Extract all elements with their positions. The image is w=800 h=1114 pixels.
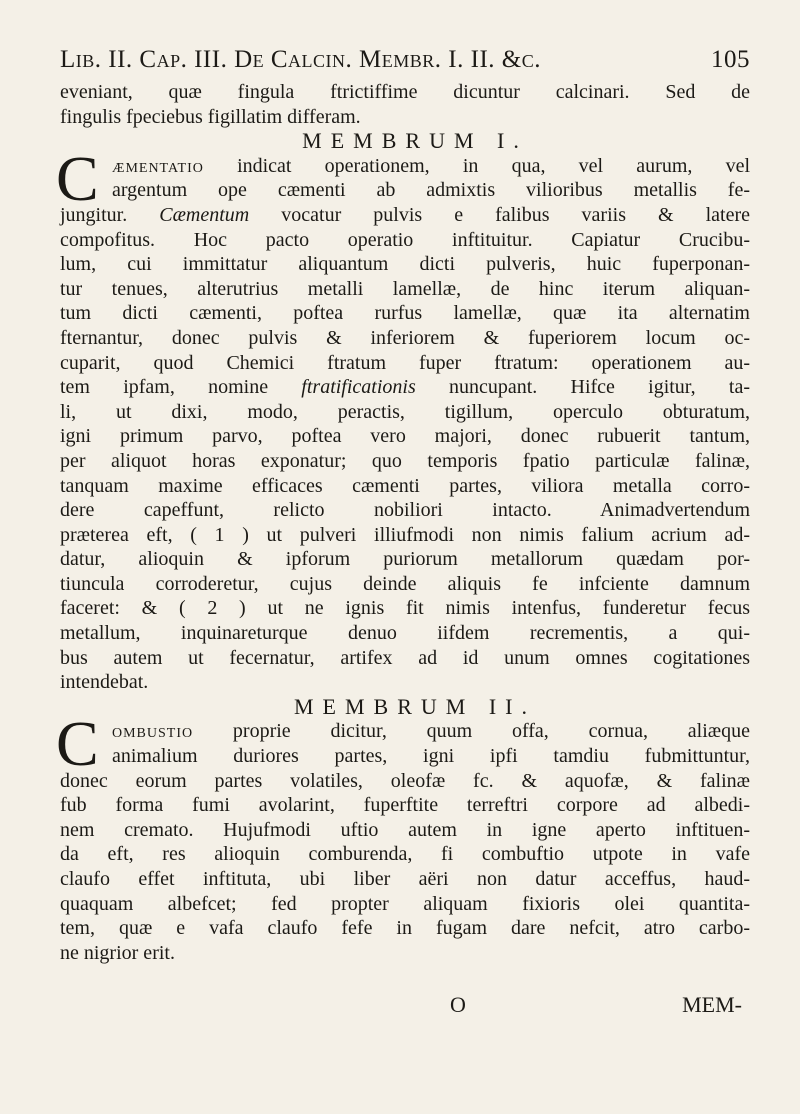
small-caps-word: æmentatio bbox=[112, 154, 204, 177]
text-line: argentum ope cæmenti ab admixtis vilioribus metallis fe- bbox=[112, 179, 750, 202]
page-number: 105 bbox=[711, 46, 750, 73]
text-line: tum dicti cæmenti, poftea rurfus lamellæ, quæ ita alternatim bbox=[60, 302, 750, 325]
text-line: dere capeffunt, relicto nobiliori intacto. Animadvertendum bbox=[60, 499, 750, 522]
text-line: datur, alioquin & ipforum puriorum metallorum quædam por- bbox=[60, 548, 750, 571]
text-line: igni primum parvo, poftea vero majori, donec rubuerit tantum, bbox=[60, 425, 750, 448]
body-text bbox=[56, 80, 750, 965]
text-line: fternantur, donec pulvis & inferiorem & fuperiorem locum oc- bbox=[60, 326, 750, 349]
text-line: lum, cui immittatur aliquantum dicti pulveris, huic fuperponan- bbox=[60, 253, 750, 276]
text-line: li, ut dixi, modo, peractis, tigillum, operculo obturatum, bbox=[60, 400, 750, 423]
text-line: fub forma fumi avolarint, fuperftite terreftri corpore ad albedi- bbox=[60, 794, 750, 817]
text-line: quaquam albefcet; fed propter aliquam fixioris olei quantita- bbox=[60, 892, 750, 915]
text-line bbox=[60, 203, 750, 228]
text-line: cuparit, quod Chemici ftratum fuper ftratum: operationem au- bbox=[60, 351, 750, 374]
text-line: tiuncula corroderetur, cujus deinde aliquis fe infciente damnum bbox=[60, 572, 750, 595]
drop-cap: C bbox=[56, 142, 99, 214]
text-line: faceret: & ( 2 ) ut ne ignis fit nimis intenfus, funderetur fecus bbox=[60, 597, 750, 620]
drop-cap: C bbox=[56, 708, 99, 780]
paragraph-membrum-2 bbox=[56, 708, 750, 965]
text-line: præterea eft, ( 1 ) ut pulveri illiufmodi non nimis falium acrium ad- bbox=[60, 523, 750, 546]
text-span: jungitur. bbox=[60, 203, 160, 226]
text-line: claufo effet inftituta, ubi liber aëri non datur acceffus, haud- bbox=[60, 868, 750, 890]
text-line: per aliquot horas exponatur; quo temporis fpatio particulæ falinæ, bbox=[60, 449, 750, 472]
text-line: metallum, inquinareturque denuo iifdem recrementis, a qui- bbox=[60, 622, 750, 645]
text-line: da eft, res alioquin comburenda, fi combuftio utpote in vafe bbox=[60, 843, 750, 866]
italic-term: Cæmentum bbox=[159, 203, 250, 226]
page-header bbox=[60, 46, 750, 82]
text-line: fingulis fpeciebus figillatim differam. bbox=[60, 105, 361, 128]
text-line: bus autem ut fecernatur, artifex ad id unum omnes cogitationes bbox=[60, 646, 750, 669]
text-line: tanquam maxime efficaces cæmenti partes, viliora metalla corro- bbox=[60, 474, 750, 497]
section-heading-membrum-1: MEMBRUM I. bbox=[302, 128, 528, 154]
section-heading-membrum-2: MEMBRUM II. bbox=[293, 693, 536, 719]
small-caps-word: ombustio bbox=[112, 720, 194, 743]
text-line: compofitus. Hoc pacto operatio inftituitur. Capiatur Crucibu- bbox=[60, 228, 750, 251]
text-line: nem cremato. Hujufmodi uftio autem in igne aperto inftituen- bbox=[60, 818, 750, 841]
text-span: indicat operationem, in qua, vel aurum, vel bbox=[203, 154, 750, 177]
text-line: tem, quæ e vafa claufo fefe in fugam dare nefcit, atro carbo- bbox=[60, 917, 750, 940]
text-line bbox=[60, 375, 750, 400]
text-line: eveniant, quæ fingula ftrictiffime dicuntur calcinari. Sed de bbox=[60, 81, 750, 103]
text-line: tur tenues, alterutrius metalli lamellæ, de hinc iterum aliquan- bbox=[60, 277, 750, 300]
page-footer bbox=[60, 992, 750, 1022]
text-span: proprie dicitur, quum offa, cornua, aliæque bbox=[193, 720, 750, 743]
text-line: animalium duriores partes, igni ipfi tamdiu fubmittuntur, bbox=[112, 745, 750, 768]
italic-term: ftratificationis bbox=[301, 376, 416, 399]
text-line bbox=[60, 719, 750, 744]
text-span: vocatur pulvis e falibus variis & latere bbox=[249, 203, 750, 226]
text-span: tem ipfam, nomine bbox=[60, 376, 302, 399]
text-line: ne nigrior erit. bbox=[60, 941, 175, 964]
text-line: intendebat. bbox=[60, 671, 149, 694]
text-line bbox=[60, 154, 750, 179]
text-span: nuncupant. Hifce igitur, ta- bbox=[415, 376, 750, 399]
text-line: donec eorum partes volatiles, oleofæ fc. & aquofæ, & falinæ bbox=[60, 769, 750, 792]
signature-mark: O bbox=[450, 992, 466, 1017]
paragraph-membrum-1 bbox=[56, 142, 750, 695]
catchword: MEM- bbox=[682, 992, 742, 1017]
running-title: Lib. II. Cap. III. De Calcin. Membr. I. II. &c. bbox=[60, 46, 541, 73]
